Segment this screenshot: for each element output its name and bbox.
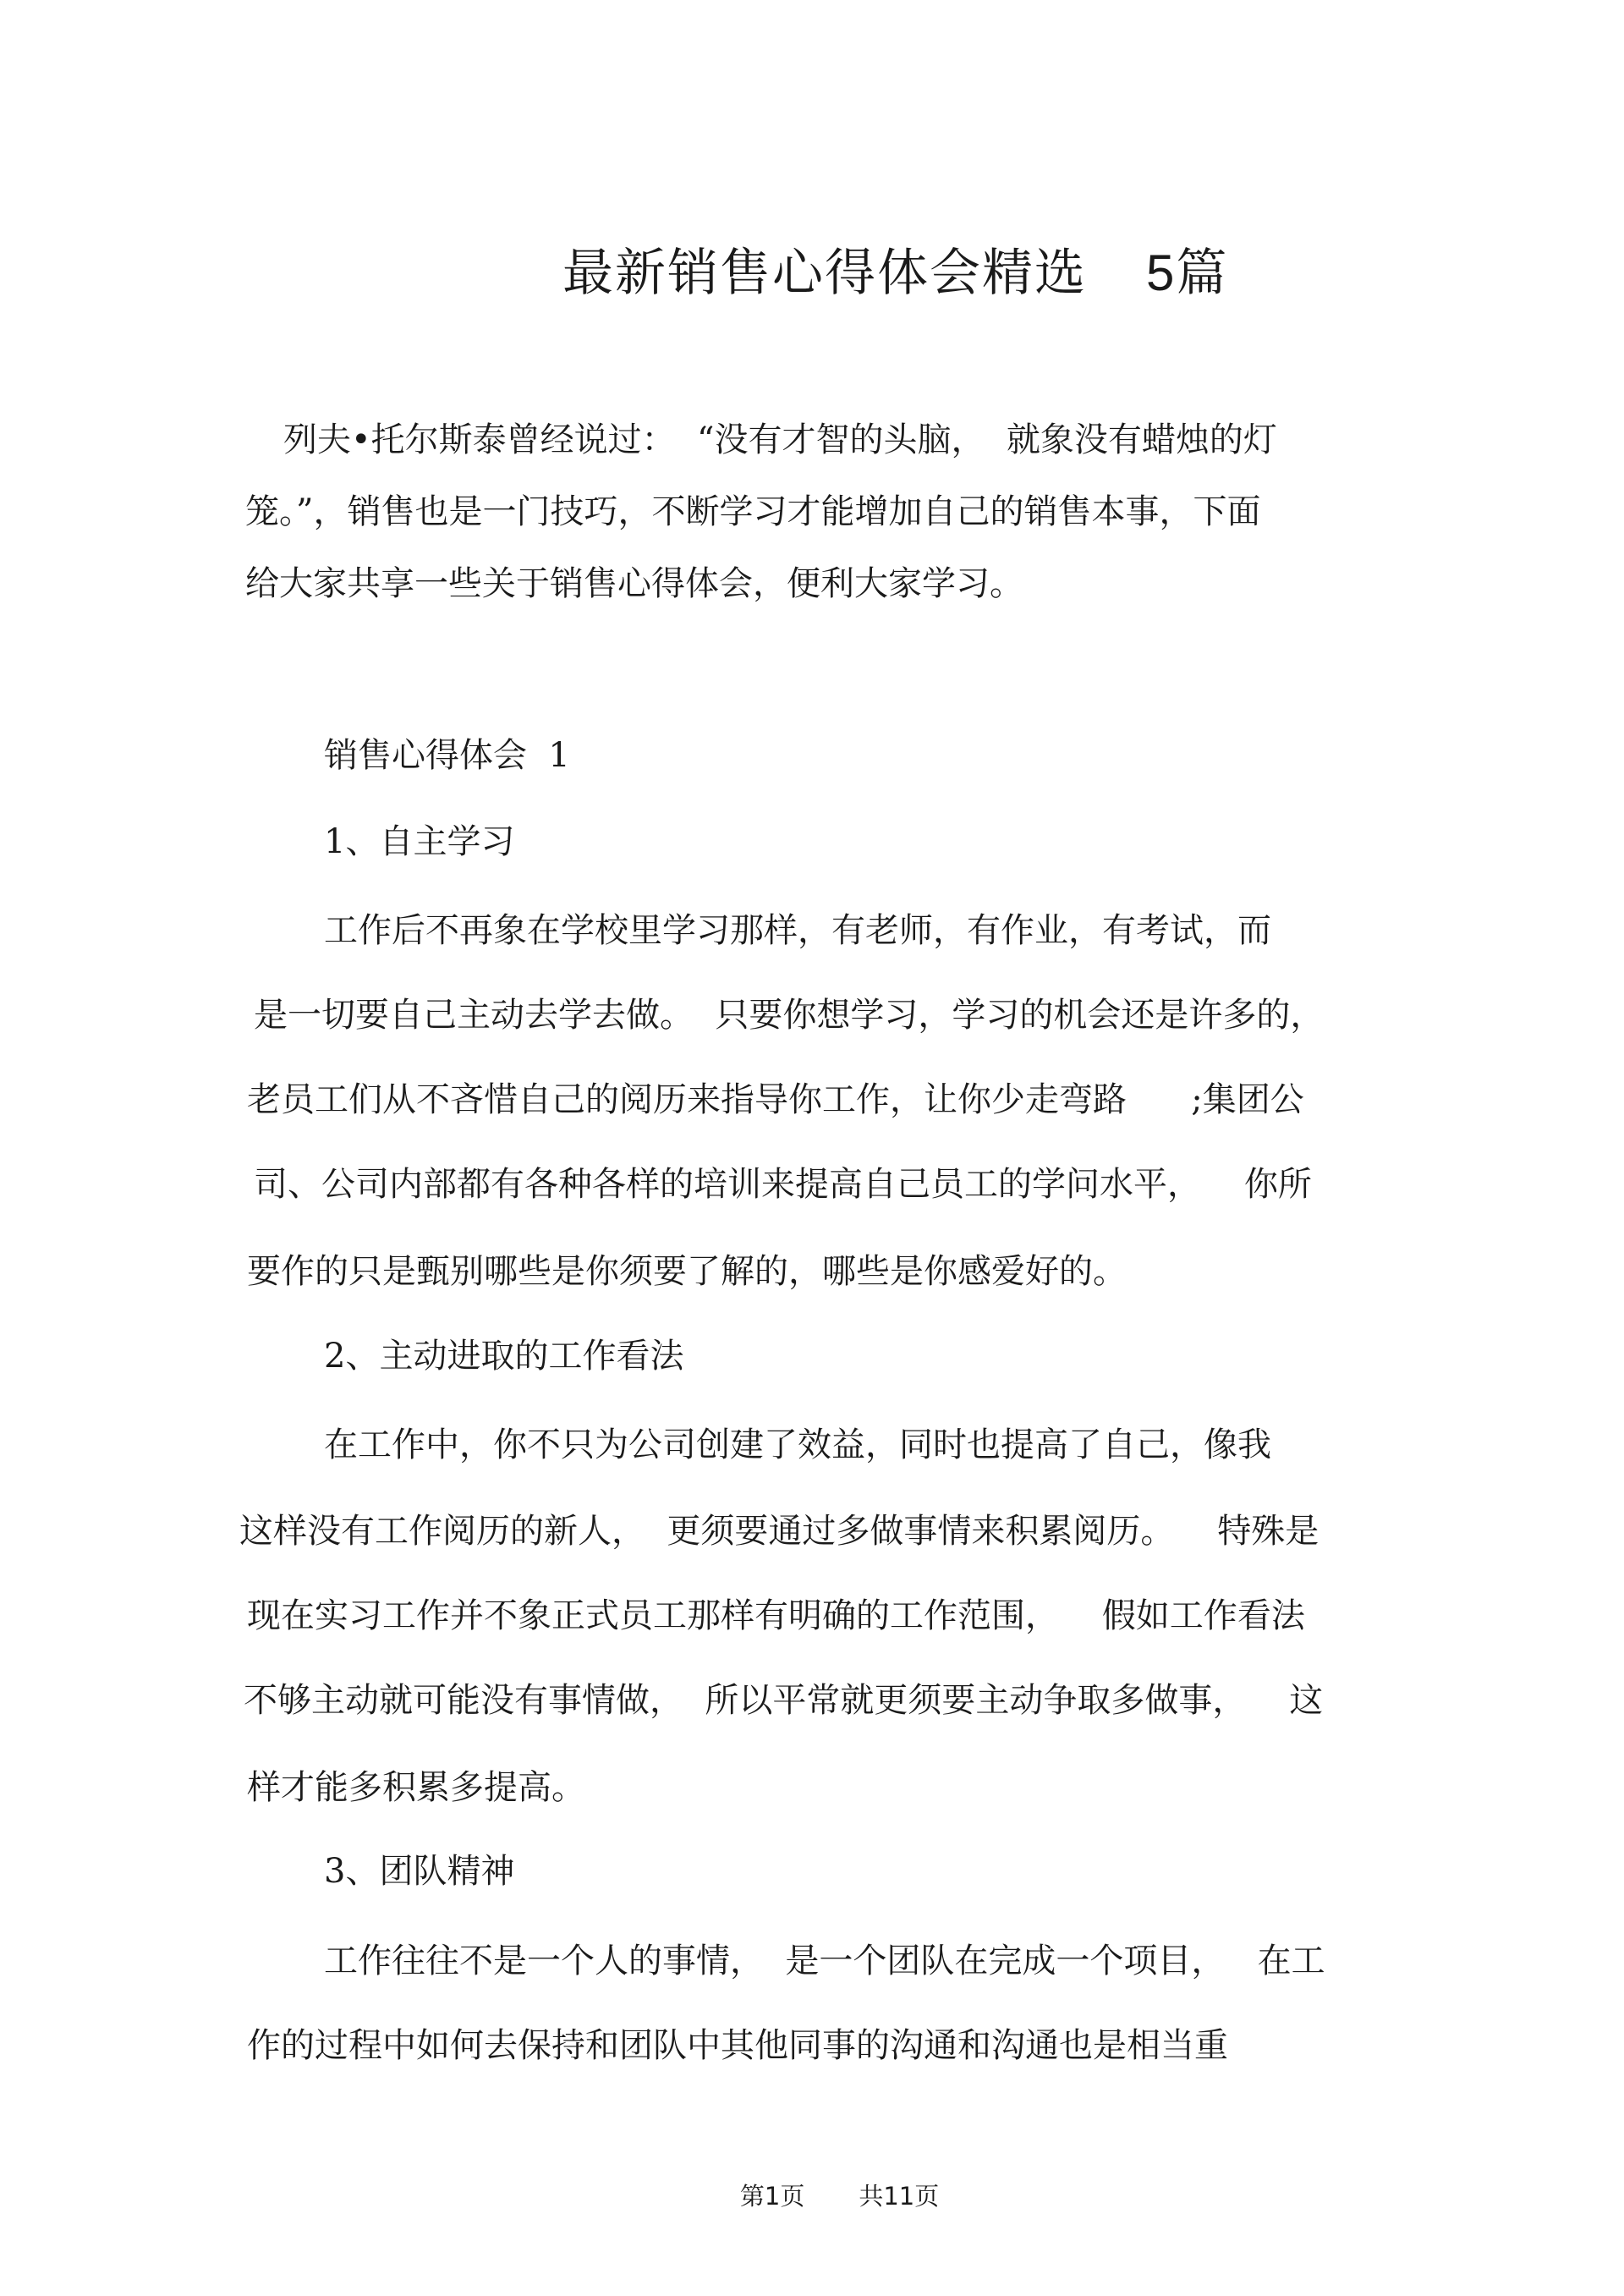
- sub3-heading: 3、团队精神: [324, 1852, 515, 1891]
- sub2-heading: 2、主动进取的工作看法: [324, 1337, 684, 1376]
- paragraph-line: 工作后不再象在学校里学习那样，有老师，有作业，有考试，而: [324, 911, 1271, 950]
- paragraph-line: 司、公司内部都有各种各样的培训来提高自己员工的学问水平， 你所: [254, 1165, 1312, 1204]
- paragraph-line: 老员工们从不吝惜自己的阅历来指导你工作，让你少走弯路 ;集团公: [247, 1080, 1304, 1119]
- paragraph-line: 作的过程中如何去保持和团队中其他同事的沟通和沟通也是相当重: [247, 2026, 1228, 2065]
- intro-line: 给大家共享一些关于销售心得体会，便利大家学习。: [245, 564, 1023, 603]
- page-number: 第1页: [739, 2182, 805, 2211]
- paragraph-line: 现在实习工作并不象正式员工那样有明确的工作范围， 假如工作看法: [247, 1596, 1305, 1635]
- paragraph-line: 样才能多积累多提高。: [247, 1768, 585, 1807]
- intro-line: 笼。”，销售也是一门技巧，不断学习才能增加自己的销售本事，下面: [245, 492, 1261, 531]
- paragraph-line: 是一切要自己主动去学去做。 只要你想学习，学习的机会还是许多的，: [254, 996, 1325, 1035]
- page-total: 共11页: [859, 2182, 940, 2211]
- document-title: [562, 233, 1228, 305]
- paragraph-line: 这样没有工作阅历的新人， 更须要通过多做事情来积累阅历。 特殊是: [239, 1512, 1320, 1551]
- paragraph-line: 工作往往不是一个人的事情， 是一个团队在完成一个项目， 在工: [324, 1942, 1325, 1980]
- page-footer: [709, 2149, 939, 2241]
- intro-line: 列夫•托尔斯泰曾经说过： “没有才智的头脑， 就象没有蜡烛的灯: [283, 420, 1277, 459]
- title-count: 5篇: [1146, 244, 1229, 301]
- paragraph-line: 在工作中，你不只为公司创建了效益，同时也提高了自己，像我: [324, 1425, 1271, 1464]
- sub1-heading: 1、自主学习: [324, 822, 515, 861]
- paragraph-line: 不够主动就可能没有事情做， 所以平常就更须要主动争取多做事， 这: [244, 1681, 1324, 1720]
- paragraph-line: 要作的只是甄别哪些是你须要了解的，哪些是你感爱好的。: [247, 1252, 1127, 1291]
- section-title: 销售心得体会 1: [324, 736, 570, 775]
- title-main: 最新销售心得体会精选: [562, 244, 1087, 303]
